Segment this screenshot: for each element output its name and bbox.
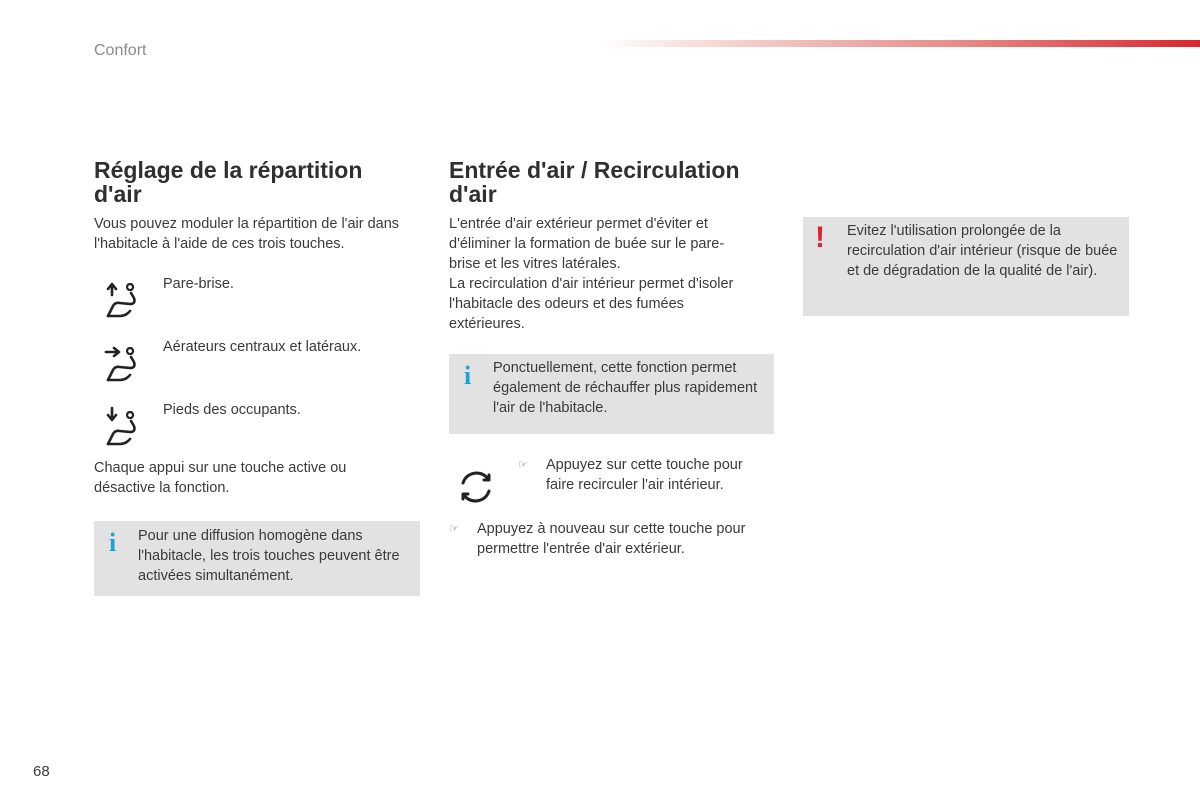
step-1: Appuyez sur cette touche pour faire recirculer l'air intérieur. (546, 457, 743, 493)
page-number: 68 (33, 763, 50, 780)
info-text-middle: Ponctuellement, cette fonction permet également de réchauffer plus rapidement l'air de l'habitacle. (493, 360, 758, 416)
bullet-icon: ☞ (449, 523, 459, 535)
info-box-middle (449, 354, 774, 434)
step-2: Appuyez à nouveau sur cette touche pour permettre l'entrée d'air extérieur. (477, 521, 746, 557)
info-box-left (94, 521, 420, 596)
middle-para-2: La recirculation d'air intérieur permet d'isoler l'habitacle des odeurs et des fumées extérieures. (449, 276, 734, 332)
seat-arrow-up-icon (100, 278, 150, 324)
info-icon: i (464, 361, 472, 390)
bullet-icon: ☞ (518, 459, 528, 471)
warning-icon: ! (815, 221, 825, 254)
distribution-item-label: Pieds des occupants. (163, 402, 301, 418)
section-title: Confort (94, 42, 147, 59)
seat-arrow-down-icon (100, 404, 150, 450)
warning-box (803, 217, 1129, 316)
left-title: Réglage de la répartition d'air (94, 157, 363, 207)
info-icon: i (109, 528, 117, 557)
seat-arrow-right-icon (100, 342, 150, 388)
distribution-item-label: Pare-brise. (163, 276, 234, 292)
left-note: Chaque appui sur une touche active ou désactive la fonction. (94, 460, 347, 496)
left-intro: Vous pouvez moduler la répartition de l'air dans l'habitacle à l'aide de ces trois touches. (94, 216, 400, 252)
distribution-item-label: Aérateurs centraux et latéraux. (163, 339, 362, 355)
info-text-left: Pour une diffusion homogène dans l'habitacle, les trois touches peuvent être activées simultanément. (138, 528, 400, 584)
header-accent-bar (600, 40, 1200, 47)
warning-text: Evitez l'utilisation prolongée de la recirculation d'air intérieur (risque de buée et de dégradation de la qualité de l'air). (847, 223, 1118, 279)
middle-para-1: L'entrée d'air extérieur permet d'éviter et d'éliminer la formation de buée sur le pare-brise et les vitres latérales. (449, 216, 725, 272)
recirculation-icon (455, 466, 497, 508)
middle-title: Entrée d'air / Recirculation d'air (449, 157, 740, 207)
